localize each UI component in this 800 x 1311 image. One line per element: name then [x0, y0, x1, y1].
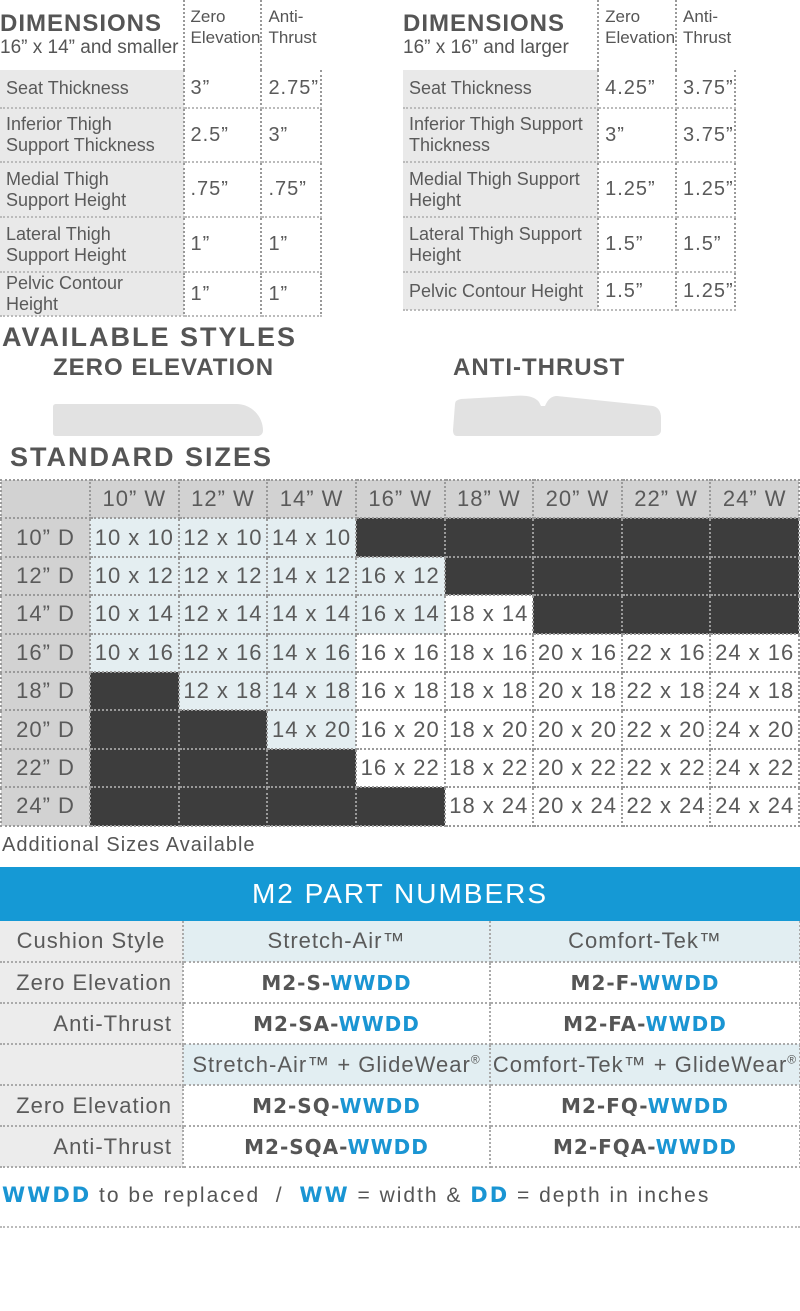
depth-header: 16” D: [1, 634, 90, 672]
row-label: Lateral Thigh Support Height: [403, 217, 598, 272]
col-anti-thrust: [261, 0, 321, 70]
size-cell: 24 x 24: [710, 787, 799, 825]
size-cell: 20 x 18: [533, 672, 622, 710]
unavailable-size-cell: [90, 787, 179, 825]
standard-sizes-table: [0, 479, 800, 827]
unavailable-size-cell: [90, 749, 179, 787]
unavailable-size-cell: [533, 518, 622, 556]
unavailable-size-cell: [90, 672, 179, 710]
table-row: [0, 162, 321, 217]
part-prefix: M2-SQ-: [252, 1093, 340, 1118]
part-prefix: M2-SA-: [253, 1011, 339, 1036]
row-value: .75”: [184, 162, 262, 217]
table-row: [1, 749, 799, 787]
size-cell: 20 x 24: [533, 787, 622, 825]
row-value: 1.5”: [598, 272, 676, 310]
table-row: [403, 70, 735, 108]
available-styles-title: AVAILABLE STYLES: [2, 322, 298, 352]
size-cell: 12 x 16: [179, 634, 268, 672]
width-header: 14” W: [267, 480, 356, 518]
size-cell: 20 x 20: [533, 710, 622, 748]
row-value: 1”: [184, 217, 262, 272]
comfort-tek-header: Comfort-Tek™: [490, 921, 800, 962]
table-row: [0, 1085, 800, 1126]
size-cell: 22 x 16: [622, 634, 711, 672]
size-cell: 14 x 10: [267, 518, 356, 556]
row-value: 2.5”: [184, 108, 262, 162]
dimensions-subtitle: 16” x 14” and smaller: [0, 37, 179, 58]
stretch-air-glidewear-header: [183, 1044, 490, 1085]
table-row: [403, 162, 735, 217]
part-suffix: WWDD: [647, 1093, 729, 1118]
size-cell: 18 x 24: [445, 787, 534, 825]
col-zero-elevation: [184, 0, 262, 70]
row-value: 1.25”: [676, 272, 735, 310]
part-number: [183, 1126, 490, 1167]
size-cell: 24 x 16: [710, 634, 799, 672]
footnote-text: = width &: [349, 1184, 471, 1207]
size-cell: 24 x 22: [710, 749, 799, 787]
registered-mark: ®: [787, 1052, 798, 1067]
dimensions-title: DIMENSIONS: [403, 10, 566, 37]
depth-header: 10” D: [1, 518, 90, 556]
table-row: [1, 518, 799, 556]
footnote-key: WW: [299, 1183, 350, 1207]
cushion-style-label: Anti-Thrust: [0, 1126, 183, 1167]
table-row: [0, 1044, 800, 1085]
footnote-key: DD: [470, 1183, 510, 1207]
col-zero-elevation: [598, 0, 676, 70]
part-prefix: M2-SQA-: [244, 1134, 348, 1159]
row-label: Seat Thickness: [403, 70, 598, 108]
dimensions-header: [403, 0, 598, 70]
unavailable-size-cell: [90, 710, 179, 748]
part-number: [183, 1085, 490, 1126]
table-row: [403, 217, 735, 272]
width-header: 18” W: [445, 480, 534, 518]
table-row: [1, 672, 799, 710]
cushion-style-header: Cushion Style: [0, 921, 183, 962]
size-cell: 10 x 14: [90, 595, 179, 633]
row-value: 3”: [261, 108, 321, 162]
header-text: Comfort-Tek™ + GlideWear: [492, 1051, 788, 1077]
size-cell: 24 x 18: [710, 672, 799, 710]
corner-cell: [1, 480, 90, 518]
comfort-tek-glidewear-header: [490, 1044, 800, 1085]
table-row: [403, 272, 735, 310]
part-suffix: WWDD: [347, 1134, 429, 1159]
table-row: [1, 710, 799, 748]
part-prefix: M2-FQ-: [561, 1093, 648, 1118]
size-cell: 18 x 16: [445, 634, 534, 672]
part-number: [490, 1085, 800, 1126]
size-cell: 18 x 18: [445, 672, 534, 710]
stretch-air-header: Stretch-Air™: [183, 921, 490, 962]
row-label: Inferior Thigh Support Thickness: [0, 108, 184, 162]
col-label-line: Thrust: [683, 28, 732, 47]
size-cell: 22 x 20: [622, 710, 711, 748]
row-label: Medial Thigh Support Height: [0, 162, 184, 217]
part-number: [183, 1003, 490, 1044]
size-cell: 10 x 12: [90, 557, 179, 595]
size-cell: 12 x 12: [179, 557, 268, 595]
size-cell: 14 x 20: [267, 710, 356, 748]
size-cell: 16 x 22: [356, 749, 445, 787]
registered-mark: ®: [470, 1052, 481, 1067]
depth-header: 12” D: [1, 557, 90, 595]
footnote-text: to be replaced /: [91, 1184, 300, 1207]
row-label: Seat Thickness: [0, 70, 184, 108]
col-label-line: Anti-: [683, 7, 719, 26]
part-suffix: WWDD: [645, 1011, 727, 1036]
unavailable-size-cell: [622, 557, 711, 595]
row-label: Pelvic Contour Height: [0, 272, 184, 316]
dimensions-subtitle: 16” x 16” and larger: [403, 37, 569, 58]
part-prefix: M2-S-: [261, 970, 331, 995]
size-cell: 16 x 20: [356, 710, 445, 748]
anti-thrust-profile-image: [453, 394, 661, 436]
row-value: 4.25”: [598, 70, 676, 108]
row-value: 1.25”: [676, 162, 735, 217]
part-prefix: M2-F-: [570, 970, 639, 995]
size-cell: 10 x 10: [90, 518, 179, 556]
size-cell: 14 x 14: [267, 595, 356, 633]
part-suffix: WWDD: [655, 1134, 737, 1159]
size-cell: 14 x 18: [267, 672, 356, 710]
col-label-line: Anti-: [268, 7, 304, 26]
col-anti-thrust: [676, 0, 735, 70]
table-row: [1, 787, 799, 825]
depth-header: 24” D: [1, 787, 90, 825]
zero-elevation-label: ZERO ELEVATION: [53, 354, 275, 381]
row-value: 3”: [184, 70, 262, 108]
cushion-style-label: Zero Elevation: [0, 1085, 183, 1126]
divider: [0, 1226, 800, 1228]
table-row: [1, 557, 799, 595]
additional-sizes-note: Additional Sizes Available: [2, 834, 256, 856]
row-label: Pelvic Contour Height: [403, 272, 598, 310]
width-header: 10” W: [90, 480, 179, 518]
row-value: 1”: [184, 272, 262, 316]
part-number: [490, 1003, 800, 1044]
part-suffix: WWDD: [339, 1093, 421, 1118]
row-value: 1.25”: [598, 162, 676, 217]
col-label-line: Elevation: [605, 28, 676, 47]
table-row: [0, 272, 321, 316]
anti-thrust-label: ANTI-THRUST: [453, 354, 626, 381]
size-cell: 20 x 16: [533, 634, 622, 672]
unavailable-size-cell: [710, 518, 799, 556]
table-row: [0, 962, 800, 1003]
cushion-style-label: Zero Elevation: [0, 962, 183, 1003]
part-number: [183, 962, 490, 1003]
row-label: Medial Thigh Support Height: [403, 162, 598, 217]
size-cell: 12 x 10: [179, 518, 268, 556]
part-suffix: WWDD: [638, 970, 720, 995]
size-cell: 14 x 16: [267, 634, 356, 672]
row-value: 1.5”: [676, 217, 735, 272]
col-label-line: Zero: [190, 7, 226, 26]
dimensions-title: DIMENSIONS: [0, 10, 163, 37]
standard-sizes-title: STANDARD SIZES: [10, 442, 274, 472]
part-numbers-table: [0, 921, 800, 1168]
width-header: 22” W: [622, 480, 711, 518]
unavailable-size-cell: [710, 595, 799, 633]
table-row: [403, 108, 735, 162]
size-cell: 16 x 12: [356, 557, 445, 595]
size-cell: 14 x 12: [267, 557, 356, 595]
row-value: 2.75”: [261, 70, 321, 108]
size-cell: 22 x 18: [622, 672, 711, 710]
row-value: 3”: [598, 108, 676, 162]
dimensions-table-small: [0, 0, 322, 317]
row-label: Inferior Thigh Support Thickness: [403, 108, 598, 162]
unavailable-size-cell: [356, 787, 445, 825]
sizes-header-row: [1, 480, 799, 518]
part-number: [490, 1126, 800, 1167]
cushion-style-header: [0, 1044, 183, 1085]
zero-elevation-profile-image: [53, 404, 263, 436]
table-row: [0, 217, 321, 272]
row-value: .75”: [261, 162, 321, 217]
size-cell: 18 x 20: [445, 710, 534, 748]
part-number-footnote: [2, 1183, 710, 1208]
part-suffix: WWDD: [338, 1011, 420, 1036]
size-cell: 22 x 22: [622, 749, 711, 787]
size-cell: 10 x 16: [90, 634, 179, 672]
footnote-text: = depth in inches: [509, 1184, 711, 1207]
size-cell: 16 x 16: [356, 634, 445, 672]
footnote-key: WWDD: [2, 1183, 92, 1207]
row-value: 1”: [261, 272, 321, 316]
width-header: 24” W: [710, 480, 799, 518]
table-row: [1, 634, 799, 672]
unavailable-size-cell: [179, 749, 268, 787]
unavailable-size-cell: [445, 557, 534, 595]
col-label-line: Elevation: [190, 28, 261, 47]
table-row: [1, 595, 799, 633]
unavailable-size-cell: [356, 518, 445, 556]
row-label: Lateral Thigh Support Height: [0, 217, 184, 272]
unavailable-size-cell: [179, 710, 268, 748]
size-cell: 16 x 14: [356, 595, 445, 633]
part-prefix: M2-FA-: [563, 1011, 646, 1036]
col-label-line: Zero: [605, 7, 641, 26]
dimensions-header: [0, 0, 184, 70]
table-row: [0, 70, 321, 108]
unavailable-size-cell: [267, 749, 356, 787]
header-text: Stretch-Air™ + GlideWear: [192, 1051, 471, 1077]
part-prefix: M2-FQA-: [553, 1134, 656, 1159]
unavailable-size-cell: [267, 787, 356, 825]
size-cell: 12 x 14: [179, 595, 268, 633]
size-cell: 12 x 18: [179, 672, 268, 710]
size-cell: 20 x 22: [533, 749, 622, 787]
unavailable-size-cell: [445, 518, 534, 556]
size-cell: 18 x 14: [445, 595, 534, 633]
row-value: 1”: [261, 217, 321, 272]
table-row: [0, 108, 321, 162]
depth-header: 18” D: [1, 672, 90, 710]
cushion-style-label: Anti-Thrust: [0, 1003, 183, 1044]
row-value: 3.75”: [676, 70, 735, 108]
unavailable-size-cell: [179, 787, 268, 825]
row-value: 3.75”: [676, 108, 735, 162]
col-label-line: Thrust: [268, 28, 317, 47]
unavailable-size-cell: [710, 557, 799, 595]
size-cell: 16 x 18: [356, 672, 445, 710]
table-row: [0, 921, 800, 962]
unavailable-size-cell: [533, 557, 622, 595]
row-value: 1.5”: [598, 217, 676, 272]
width-header: 20” W: [533, 480, 622, 518]
depth-header: 22” D: [1, 749, 90, 787]
part-number: [490, 962, 800, 1003]
unavailable-size-cell: [622, 595, 711, 633]
part-suffix: WWDD: [330, 970, 412, 995]
width-header: 12” W: [179, 480, 268, 518]
depth-header: 20” D: [1, 710, 90, 748]
size-cell: 22 x 24: [622, 787, 711, 825]
table-row: [0, 1126, 800, 1167]
width-header: 16” W: [356, 480, 445, 518]
size-cell: 24 x 20: [710, 710, 799, 748]
size-cell: 18 x 22: [445, 749, 534, 787]
dimensions-table-large: [403, 0, 736, 311]
table-row: [0, 1003, 800, 1044]
part-numbers-banner: M2 PART NUMBERS: [0, 867, 800, 921]
depth-header: 14” D: [1, 595, 90, 633]
unavailable-size-cell: [622, 518, 711, 556]
unavailable-size-cell: [533, 595, 622, 633]
